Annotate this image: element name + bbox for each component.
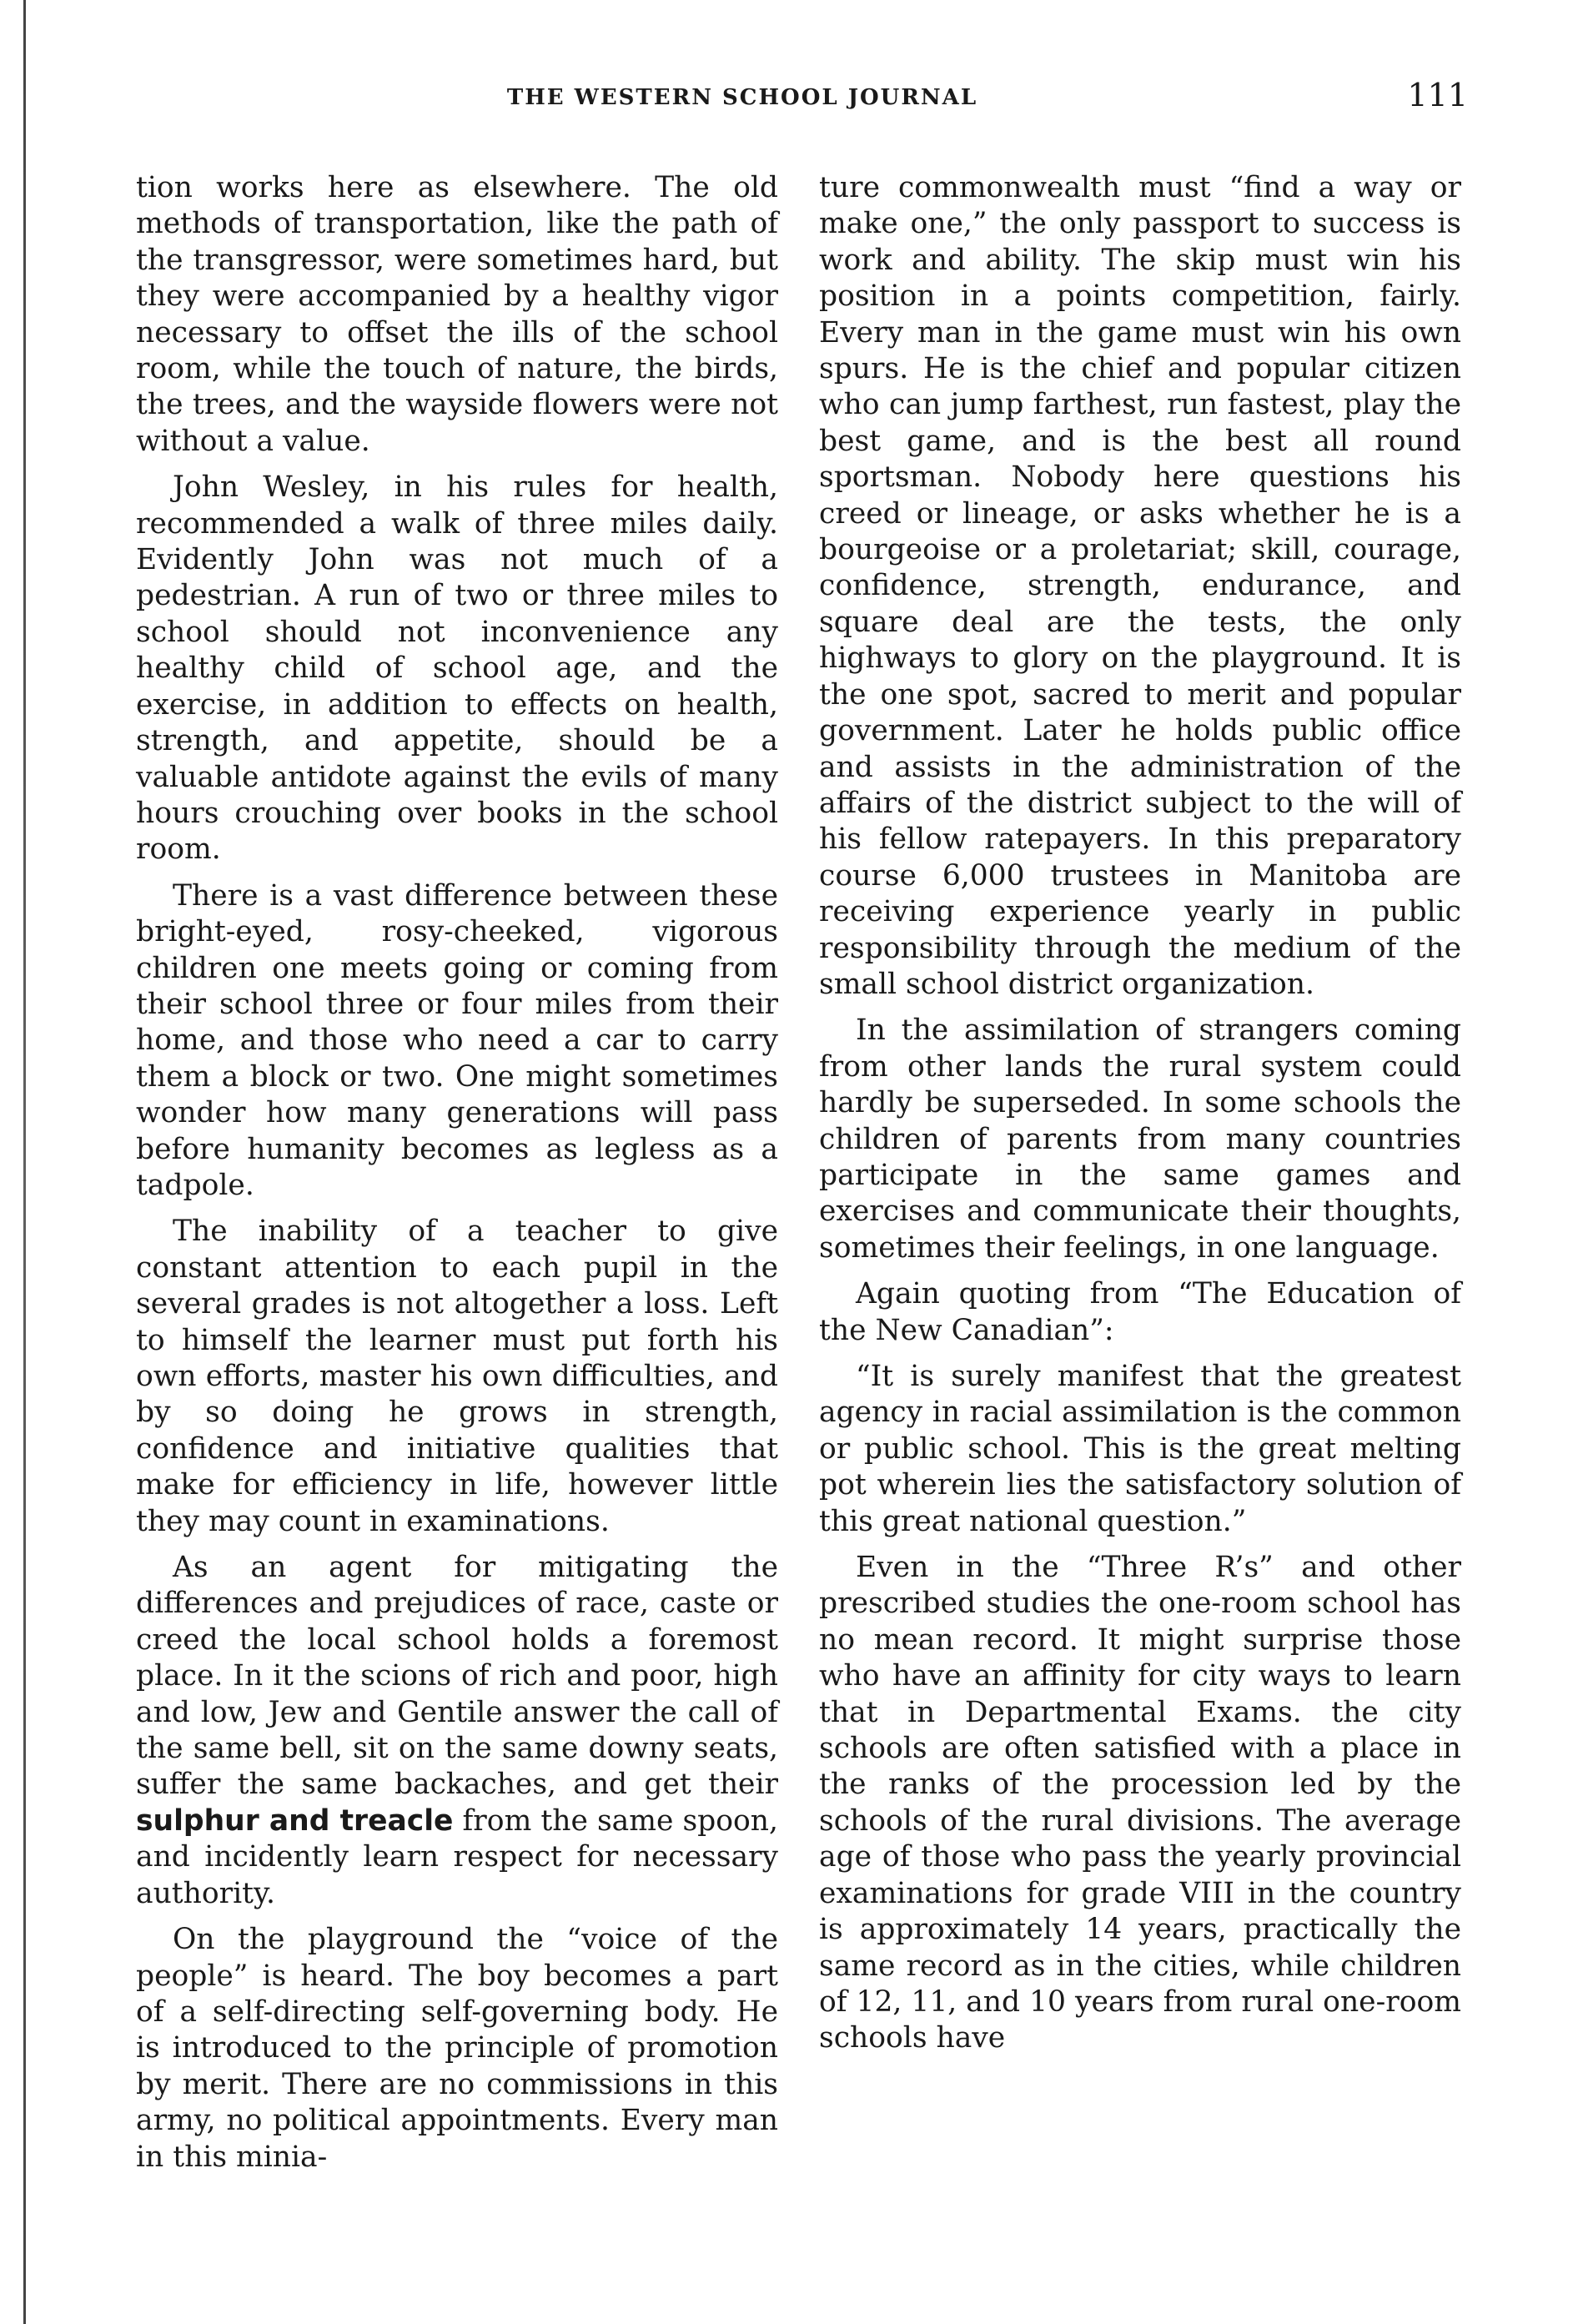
block-quote: “It is surely manifest that the greatest agency in racial assimilation is the common or public school. This is the great melting pot wherein lies the satisfactory solution of this great national question.”: [819, 1360, 1461, 1538]
binding-edge-rule: [23, 0, 26, 2324]
running-head: THE WESTERN SCHOOL JOURNAL: [506, 85, 978, 110]
paragraph: In the assimilation of strangers coming from other lands the rural system could hardly be superseded. In some schools the children of parents from many countries participate in the same games and exercises and communicate their thoughts, sometimes their feelings, in one language.: [819, 1014, 1461, 1265]
paragraph: Again quoting from “The Education of the New Canadian”:: [819, 1277, 1461, 1347]
paragraph: The inability of a teacher to give constant attention to each pupil in the several grades is not altogether a loss. Left to himself the learner must put forth his own efforts, master his own difficulties, and by so doing he grows in strength, confidence and initiative qualities that make for efficiency in life, however little they may count in examinations.: [136, 1215, 778, 1538]
paragraph-text: from the same spoon, and incidently learn respect for necessary authority.: [136, 1803, 778, 1910]
paragraph: tion works here as elsewhere. The old methods of transportation, like the path of the transgressor, were sometimes hard, but they were accompanied by a healthy vigor necessary to offset the ills of the school room, while the touch of nature, the birds, the trees, and the wayside flowers were not without a value.: [136, 171, 778, 458]
paragraph-text: As an agent for mitigating the differences and prejudices of race, caste or creed the local school holds a foremost place. In it the scions of rich and poor, high and low, Jew and Gentile answer the call of the same bell, sit on the same downy seats, suffer the same backaches, and get their: [136, 1551, 778, 1802]
left-column: [136, 170, 778, 2186]
paragraph: ture commonwealth must “find a way or make one,” the only passport to success is work and ability. The skip must win his position in a points competition, fairly. Every man in the game must win his own spurs. He is the chief and popular citizen who can jump farthest, run fastest, play the best game, and is the best all round sportsman. Nobody here questions his creed or lineage, or asks whether he is a bourgeoise or a proletariat; skill, courage, confidence, strength, endurance, and square deal are the tests, the only highways to glory on the playground. It is the one spot, sacred to merit and popular government. Later he holds public office and assists in the administration of the affairs of the district subject to the will of his fellow ratepayers. In this preparatory course 6,000 trustees in Manitoba are receiving experience yearly in public responsibility through the medium of the small school district organization.: [819, 171, 1461, 1001]
paragraph: [136, 1550, 778, 1912]
page-header: [142, 77, 1468, 127]
right-column: [819, 170, 1461, 2067]
paragraph: There is a vast difference between these bright-eyed, rosy-cheeked, vigorous children one meets going or coming from their school three or four miles from their home, and those who need a car to carry them a block or two. One might sometimes wonder how many generations will pass before humanity becomes as legless as a tadpole.: [136, 878, 778, 1202]
paragraph: John Wesley, in his rules for health, recommended a walk of three miles daily. Evidently John was not much of a pedestrian. A run of two or three miles to school should not inconvenience any healthy child of school age, and the exercise, in addition to effects on health, strength, and appetite, should be a valuable antidote against the evils of many hours crouching over books in the school room.: [136, 470, 778, 867]
paragraph: On the playground the “voice of the people” is heard. The boy becomes a part of a self-directing self-governing body. He is introduced to the principle of promotion by merit. There are no commissions in this army, no political appointments. Every man in this minia-: [136, 1923, 778, 2174]
page-number: 111: [1407, 77, 1468, 113]
bold-phrase: sulphur and treacle: [136, 1803, 454, 1838]
paragraph: Even in the “Three R’s” and other prescribed studies the one-room school has no mean record. It might surprise those who have an affinity for city ways to learn that in Departmental Exams. the city schools are often satisfied with a place in the ranks of the procession led by the schools of the rural divisions. The average age of those who pass the yearly provincial examinations for grade VIII in the country is approximately 14 years, practically the same record as in the cities, while children of 12, 11, and 10 years from rural one-room schools have: [819, 1551, 1461, 2055]
